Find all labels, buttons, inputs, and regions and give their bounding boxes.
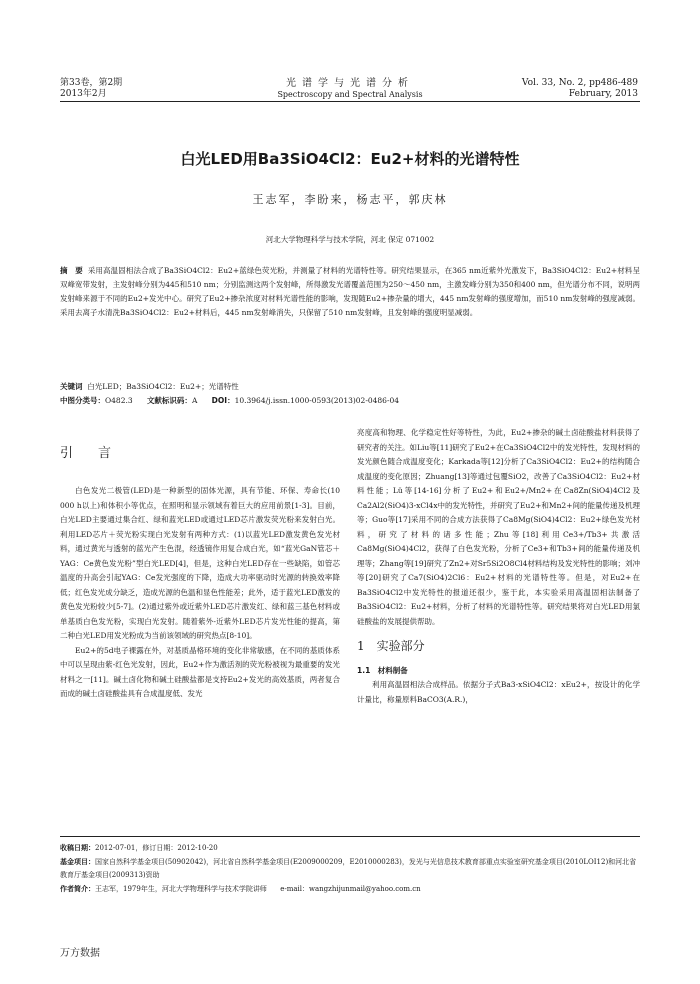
intro-paragraph-1: 白色发光二极管(LED)是一种新型的固体光源，具有节能、环保、寿命长(10 000 h以上)和体积小等优点，在照明和显示领域有着巨大的应用前景[1-3]。目前，白光LED主要通过集合红、绿和蓝光LED或通过LED芯片激发荧光粉来发射白光。利用LED芯片＋荧光粉实现白光发射有两种方式：(1)以蓝光LED激发黄色发光材料，通过黄光与透射的蓝光产生色混，经透镜作用复合成白光，如“蓝光GaN管芯＋YAG：Ce黄色发光粉”型白光LED[4]，但是，这种白光LED存在一些缺陷，如管芯温度的升高会引起YAG：Ce发光强度的下降，造成大功率驱动时光源的转换效率降低；红色发光成分缺乏，造成光源的色温和显色性能差；此外，适于蓝光LED激发的黄色发光粉较少[5-7]。(2)通过紫外或近紫外LED芯片激发红、绿和蓝三基色材料或单基质白色发光粉，实现白光发射。随着紫外-近紫外LED芯片发光性能的提高，第二种白光LED用发光粉成为当前该领域的研究热点[8-10]。 xyxy=(60,486,340,640)
clc-label: 中图分类号： xyxy=(60,396,105,405)
keywords-text: 白光LED；Ba3SiO4Cl2：Eu2+；光谱特性 xyxy=(87,382,239,391)
header-date-en: February, 2013 xyxy=(568,89,638,99)
received-line xyxy=(60,842,640,856)
doi-label: DOI： xyxy=(211,396,235,405)
journal-name-en: Spectroscopy and Spectral Analysis xyxy=(277,90,423,99)
intro-paragraph-continued: 亮度高和物理、化学稳定性好等特性，为此，Eu2+掺杂的碱土卤硅酸盐材料获得了研究者的关注。如Liu等[11]研究了Eu2+在Ca3SiO4Cl2中的发光特性，发现材料的发光颜色随合成温度变化；Karkada等[12]分析了Ca3SiO4Cl2：Eu2+的结构随合成温度的变化原因；Zhuang[13]等通过包覆SiO2，改善了Ca3SiO4Cl2：Eu2+材料性能；Lü等[14-16]分析了Eu2+和Eu2+/Mn2+在Ca8Zn(SiO4)4Cl2及Ca2Al2(SiO4)3-xCl4x中的发光特性，并研究了Eu2+和Mn2+间的能量传递及机理等；Guo等[17]采用不同的合成方法获得了Ca8Mg(SiO4)4Cl2：Eu2+绿色发光材料，研究了材料的诸多性能；Zhu等[18]利用Ce3+/Tb3+共激活Ca8Mg(SiO4)4Cl2，获得了白色发光粉，分析了Ce3+和Tb3+间的能量传递及机理等；Zhang等[19]研究了Zn2+对Sr5Si2O8Cl4材料结构及发光特性的影响；刘冲等[20]研究了Ca7(SiO4)2Cl6：Eu2+材料的光谱特性等。但是，对Eu2+在Ba3SiO4Cl2中发光特性的报道还很少，鉴于此，本实验采用高温固相法制备了Ba3SiO4Cl2：Eu2+材料，分析了材料的光谱特性等。研究结果将对白光LED用氯硅酸盐的发展提供帮助。 xyxy=(357,428,640,626)
doi-value: 10.3964/j.issn.1000-0593(2013)02-0486-04 xyxy=(234,396,400,405)
fund-text: 国家自然科学基金项目(50902042)，河北省自然科学基金项目(E2009000209，E2010000283)，发光与光信息技术教育部重点实验室研究基金项目(2010LOI12)和河北省教育厅基金项目(2009313)资助 xyxy=(60,857,637,879)
left-column xyxy=(60,484,340,702)
paper-authors: 王志军，李盼来，杨志平，郭庆林 xyxy=(252,193,448,206)
received-label: 收稿日期： xyxy=(60,844,95,852)
footnotes xyxy=(60,842,640,896)
doccode-label: 文献标识码： xyxy=(146,396,192,405)
right-column xyxy=(357,426,640,707)
intro-heading: 引 言 xyxy=(60,446,118,461)
keywords-line xyxy=(60,380,640,394)
author-email: e-mail：wangzhijunmail@yahoo.com.cn xyxy=(280,884,421,893)
keywords-block xyxy=(60,380,640,408)
doccode-value: A xyxy=(191,396,198,405)
fund-label: 基金项目： xyxy=(60,857,95,866)
keywords-label: 关键词 xyxy=(60,382,83,391)
abstract xyxy=(60,264,640,320)
paper-affiliation: 河北大学物理科学与技术学院，河北 保定 071002 xyxy=(265,235,435,244)
running-header-right xyxy=(522,78,638,100)
section-1-1-heading: 1.1 材料制备 xyxy=(357,665,408,675)
intro-paragraph-2: Eu2+的5d电子裸露在外，对基质晶格环境的变化非常敏感，在不同的基质体系中可以呈现由紫-红色光发射，因此，Eu2+作为激活剂的荧光粉被视为最重要的发光材料之一[11]。碱土卤化物和碱土硅酸盐都是支持Eu2+发光的高效基质，两者复合而成的碱土卤硅酸盐具有合成温度低、发光 xyxy=(60,645,340,698)
fund-line xyxy=(60,856,640,883)
abstract-label: 摘 要 xyxy=(60,266,83,275)
header-rule xyxy=(60,101,640,102)
database-watermark: 万方数据 xyxy=(60,948,100,959)
received-dates: 2012-07-01，修订日期：2012-10-20 xyxy=(95,844,218,852)
author-line xyxy=(60,883,640,897)
header-volume: 第33卷，第2期 xyxy=(60,78,123,88)
abstract-text: 采用高温固相法合成了Ba3SiO4Cl2：Eu2+蓝绿色荧光粉，并测量了材料的光谱特性等。研究结果显示，在365 nm近紫外光激发下，Ba3SiO4Cl2：Eu2+材料呈双峰宽带发射，主发射峰分别为445和510 nm；分别监测这两个发射峰，所得激发光谱覆盖范围为250～450 nm，主激发峰分别为350和400 nm，但光谱分布不同，说明两发射峰来源于不同的Eu2+发光中心。研究了Eu2+掺杂浓度对材料光谱性能的影响，发现随Eu2+掺杂量的增大，445 nm发射峰的强度增加，而510 nm发射峰的强度减弱。采用去离子水清洗Ba3SiO4Cl2：Eu2+材料后，445 nm发射峰消失，只保留了510 nm发射峰，且发射峰的强度明显减弱。 xyxy=(60,266,640,317)
header-date: 2013年2月 xyxy=(60,89,107,99)
author-bio: 王志军，1979年生，河北大学物理科学与技术学院讲师 xyxy=(95,884,267,893)
header-volume-en: Vol. 33, No. 2, pp486-489 xyxy=(521,78,638,88)
paper-title: 白光LED用Ba3SiO4Cl2：Eu2+材料的光谱特性 xyxy=(180,150,520,168)
clc-code: O482.3 xyxy=(105,396,133,405)
footnote-rule xyxy=(60,836,640,837)
section-1-heading: 1 实验部分 xyxy=(357,639,425,653)
classification-line xyxy=(60,394,640,408)
author-label: 作者简介： xyxy=(60,884,95,893)
section-1-1-text: 利用高温固相法合成样品。依据分子式Ba3-xSiO4Cl2：xEu2+，按设计的化学计量比，称量原料BaCO3(A.R.)， xyxy=(357,680,640,704)
journal-name-cn: 光谱学与光谱分析 xyxy=(286,78,414,89)
